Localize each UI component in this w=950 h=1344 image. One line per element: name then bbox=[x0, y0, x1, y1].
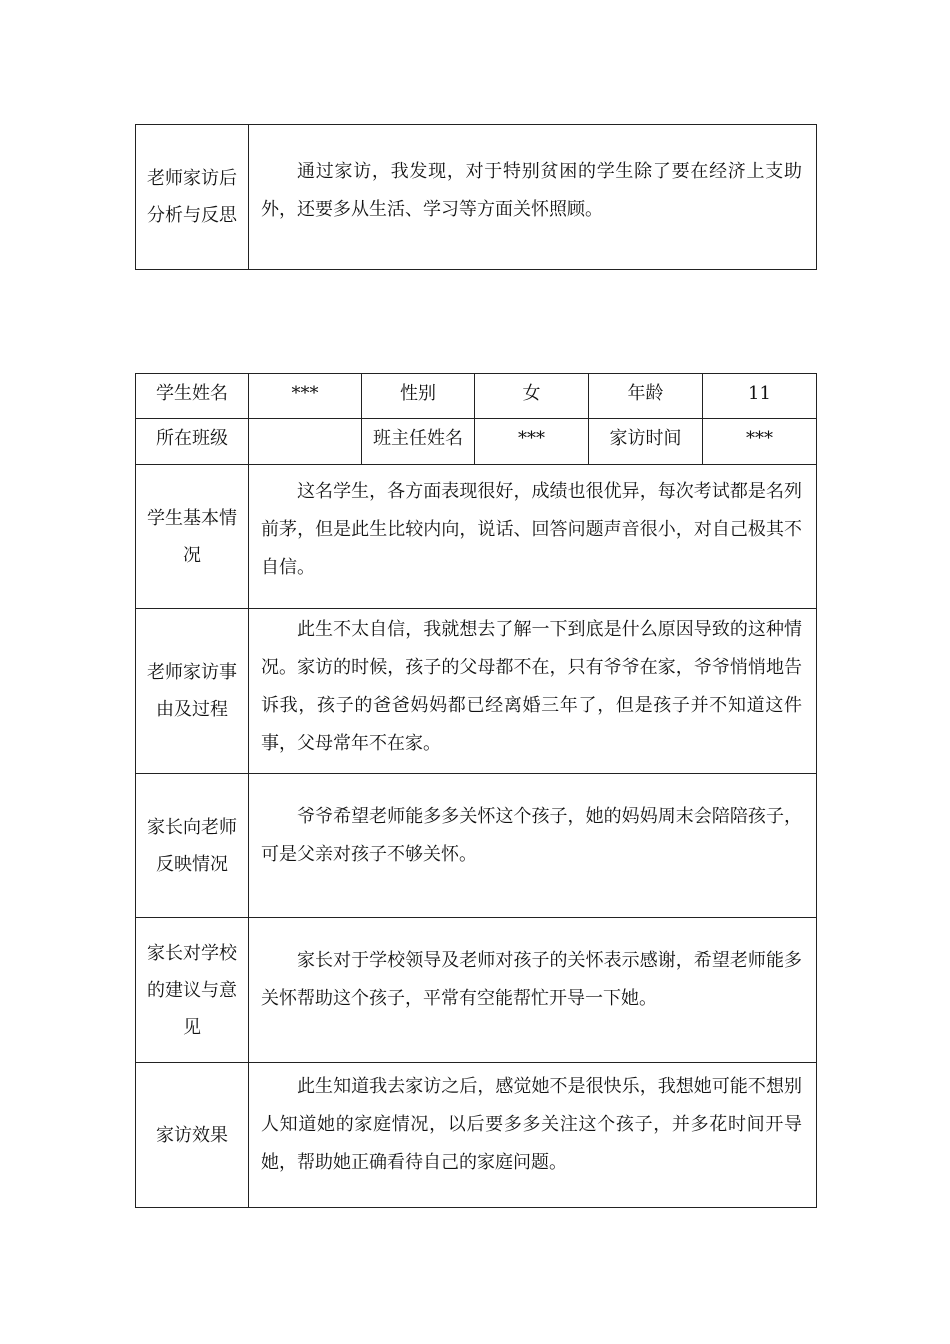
visit-reason-label-text: 老师家访事由及过程 bbox=[147, 662, 237, 720]
reflection-label bbox=[136, 125, 249, 270]
age-value: 11 bbox=[703, 374, 817, 419]
parent-suggestion-content: 家长对于学校领导及老师对孩子的关怀表示感谢，希望老师能多关怀帮助这个孩子，平常有空能帮忙开导一下她。 bbox=[261, 950, 802, 1009]
parent-suggestion-row bbox=[136, 918, 817, 1063]
visit-effect-row bbox=[136, 1063, 817, 1208]
reflection-content: 通过家访，我发现，对于特别贫困的学生除了要在经济上支助外，还要多从生活、学习等方面关怀照顾。 bbox=[261, 161, 802, 220]
visit-reason-cell bbox=[249, 609, 817, 774]
student-basic-info-content: 这名学生，各方面表现很好，成绩也很优异，每次考试都是名列前茅，但是此生比较内向，说话、回答问题声音很小，对自己极其不自信。 bbox=[261, 481, 802, 578]
gender-label: 性别 bbox=[362, 374, 475, 419]
student-basic-info-row bbox=[136, 465, 817, 609]
gender-value: 女 bbox=[475, 374, 589, 419]
visit-effect-content: 此生知道我去家访之后，感觉她不是很快乐，我想她可能不想别人知道她的家庭情况，以后要多多关注这个孩子，并多花时间开导她，帮助她正确看待自己的家庭问题。 bbox=[261, 1076, 802, 1173]
parent-suggestion-label bbox=[136, 918, 249, 1063]
parent-suggestion-label-text: 家长对学校的建议与意见 bbox=[147, 942, 237, 1038]
student-basic-info-cell bbox=[249, 465, 817, 609]
parent-feedback-content: 爷爷希望老师能多多关怀这个孩子，她的妈妈周末会陪陪孩子，可是父亲对孩子不够关怀。 bbox=[261, 806, 802, 865]
header-row-1 bbox=[136, 374, 817, 419]
visit-effect-label bbox=[136, 1063, 249, 1208]
visit-time-value: *** bbox=[703, 419, 817, 465]
reflection-label-text: 老师家访后分析与反思 bbox=[147, 168, 237, 226]
reflection-row bbox=[136, 125, 817, 270]
parent-suggestion-cell bbox=[249, 918, 817, 1063]
parent-feedback-row bbox=[136, 774, 817, 918]
class-value bbox=[249, 419, 362, 465]
age-label: 年龄 bbox=[589, 374, 703, 419]
visit-reason-content: 此生不太自信，我就想去了解一下到底是什么原因导致的这种情况。家访的时候，孩子的父母都不在，只有爷爷在家，爷爷悄悄地告诉我，孩子的爸爸妈妈都已经离婚三年了，但是孩子并不知道这件事，父母常年不在家。 bbox=[261, 619, 802, 754]
visit-time-label: 家访时间 bbox=[589, 419, 703, 465]
head-teacher-label: 班主任姓名 bbox=[362, 419, 475, 465]
visit-effect-cell bbox=[249, 1063, 817, 1208]
student-name-label: 学生姓名 bbox=[136, 374, 249, 419]
parent-feedback-label-text: 家长向老师反映情况 bbox=[147, 816, 237, 875]
class-label: 所在班级 bbox=[136, 419, 249, 465]
visit-effect-label-text: 家访效果 bbox=[156, 1124, 228, 1146]
home-visit-table bbox=[135, 373, 817, 1208]
head-teacher-value: *** bbox=[475, 419, 589, 465]
reflection-content-cell bbox=[249, 125, 817, 270]
visit-reason-row bbox=[136, 609, 817, 774]
reflection-table bbox=[135, 124, 817, 270]
parent-feedback-label bbox=[136, 774, 249, 918]
student-basic-info-label bbox=[136, 465, 249, 609]
student-name-value: *** bbox=[249, 374, 362, 419]
visit-reason-label bbox=[136, 609, 249, 774]
student-basic-info-label-text: 学生基本情况 bbox=[147, 507, 237, 566]
header-row-2 bbox=[136, 419, 817, 465]
parent-feedback-cell bbox=[249, 774, 817, 918]
